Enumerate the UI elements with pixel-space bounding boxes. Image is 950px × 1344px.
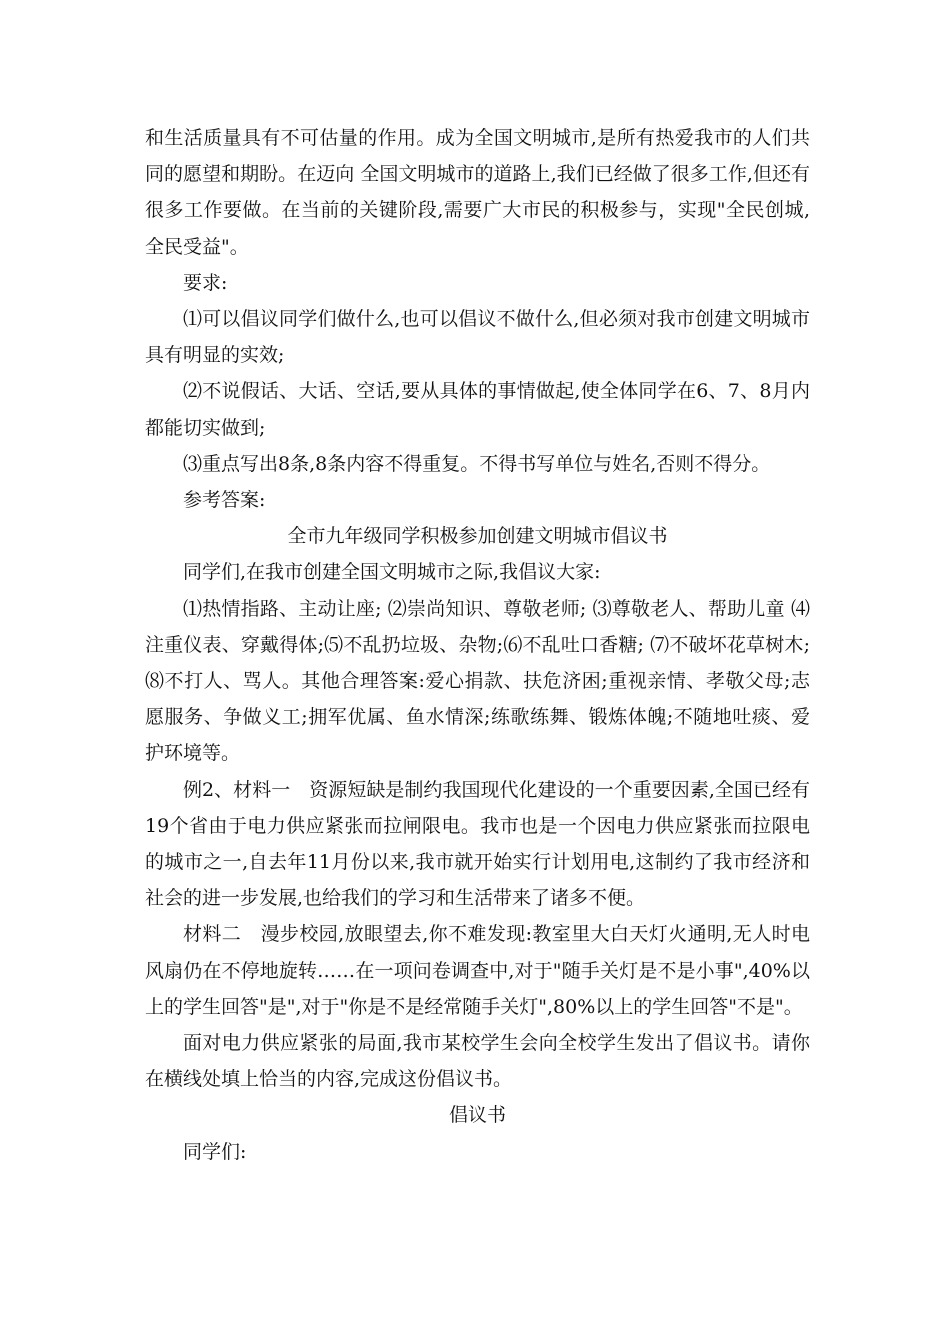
paragraph-intro-continuation: 和生活质量具有不可估量的作用。成为全国文明城市,是所有热爱我市的人们共同的愿望和期盼。在迈向 全国文明城市的道路上,我们已经做了很多工作,但还有很多工作要做。在当前的关键阶段,需要广大市民的积极参与，实现"全民创城,全民受益"。	[145, 127, 810, 258]
proposal-title-2: 倡议书	[448, 1104, 506, 1127]
example-2-material-2: 材料二 漫步校园,放眼望去,你不难发现:教室里大白天灯火通明,无人时电风扇仍在不停地旋转……在一项问卷调查中,对于"随手关灯是不是小事",40%以上的学生回答"是",对于"你是不是经常随手关灯",80%以上的学生回答"不是"。	[145, 923, 810, 1018]
example-2-material-1: 例2、材料一 资源短缺是制约我国现代化建设的一个重要因素,全国已经有19个省由于电力供应紧张而拉闸限电。我市也是一个因电力供应紧张而拉限电的城市之一,自去年11月份以来,我市就开始实行计划用电,这制约了我市经济和社会的进一步发展,也给我们的学习和生活带来了诸多不便。	[145, 778, 810, 910]
requirement-1: ⑴可以倡议同学们做什么,也可以倡议不做什么,但必须对我市创建文明城市具有明显的实效;	[145, 308, 810, 367]
proposal-greeting-2: 同学们:	[183, 1140, 247, 1163]
task-instruction: 面对电力供应紧张的局面,我市某校学生会向全校学生发出了倡议书。请你在横线处填上恰当的内容,完成这份倡议书。	[145, 1032, 810, 1091]
proposal-greeting-1: 同学们,在我市创建全国文明城市之际,我倡议大家:	[183, 561, 601, 584]
proposal-title-1: 全市九年级同学积极参加创建文明城市倡议书	[287, 525, 668, 548]
proposal-items: ⑴热情指路、主动让座; ⑵崇尚知识、尊敬老师; ⑶尊敬老人、帮助儿童 ⑷注重仪表、穿戴得体;⑸不乱扔垃圾、杂物;⑹不乱吐口香糖; ⑺不破坏花草树木; ⑻不打人、骂人。其他合理答案:爱心捐款、扶危济困;重视亲情、孝敬父母;志愿服务、争做义工;拥军优属、鱼水情深;练歌练舞、锻炼体魄;不随地吐痰、爱护环境等。	[145, 597, 810, 765]
requirements-heading: 要求:	[183, 271, 228, 294]
requirement-3: ⑶重点写出8条,8条内容不得重复。不得书写单位与姓名,否则不得分。	[183, 452, 771, 475]
requirement-2: ⑵不说假话、大话、空话,要从具体的事情做起,使全体同学在6、7、8月内都能切实做到;	[145, 380, 810, 439]
reference-answer-heading: 参考答案:	[183, 489, 266, 512]
